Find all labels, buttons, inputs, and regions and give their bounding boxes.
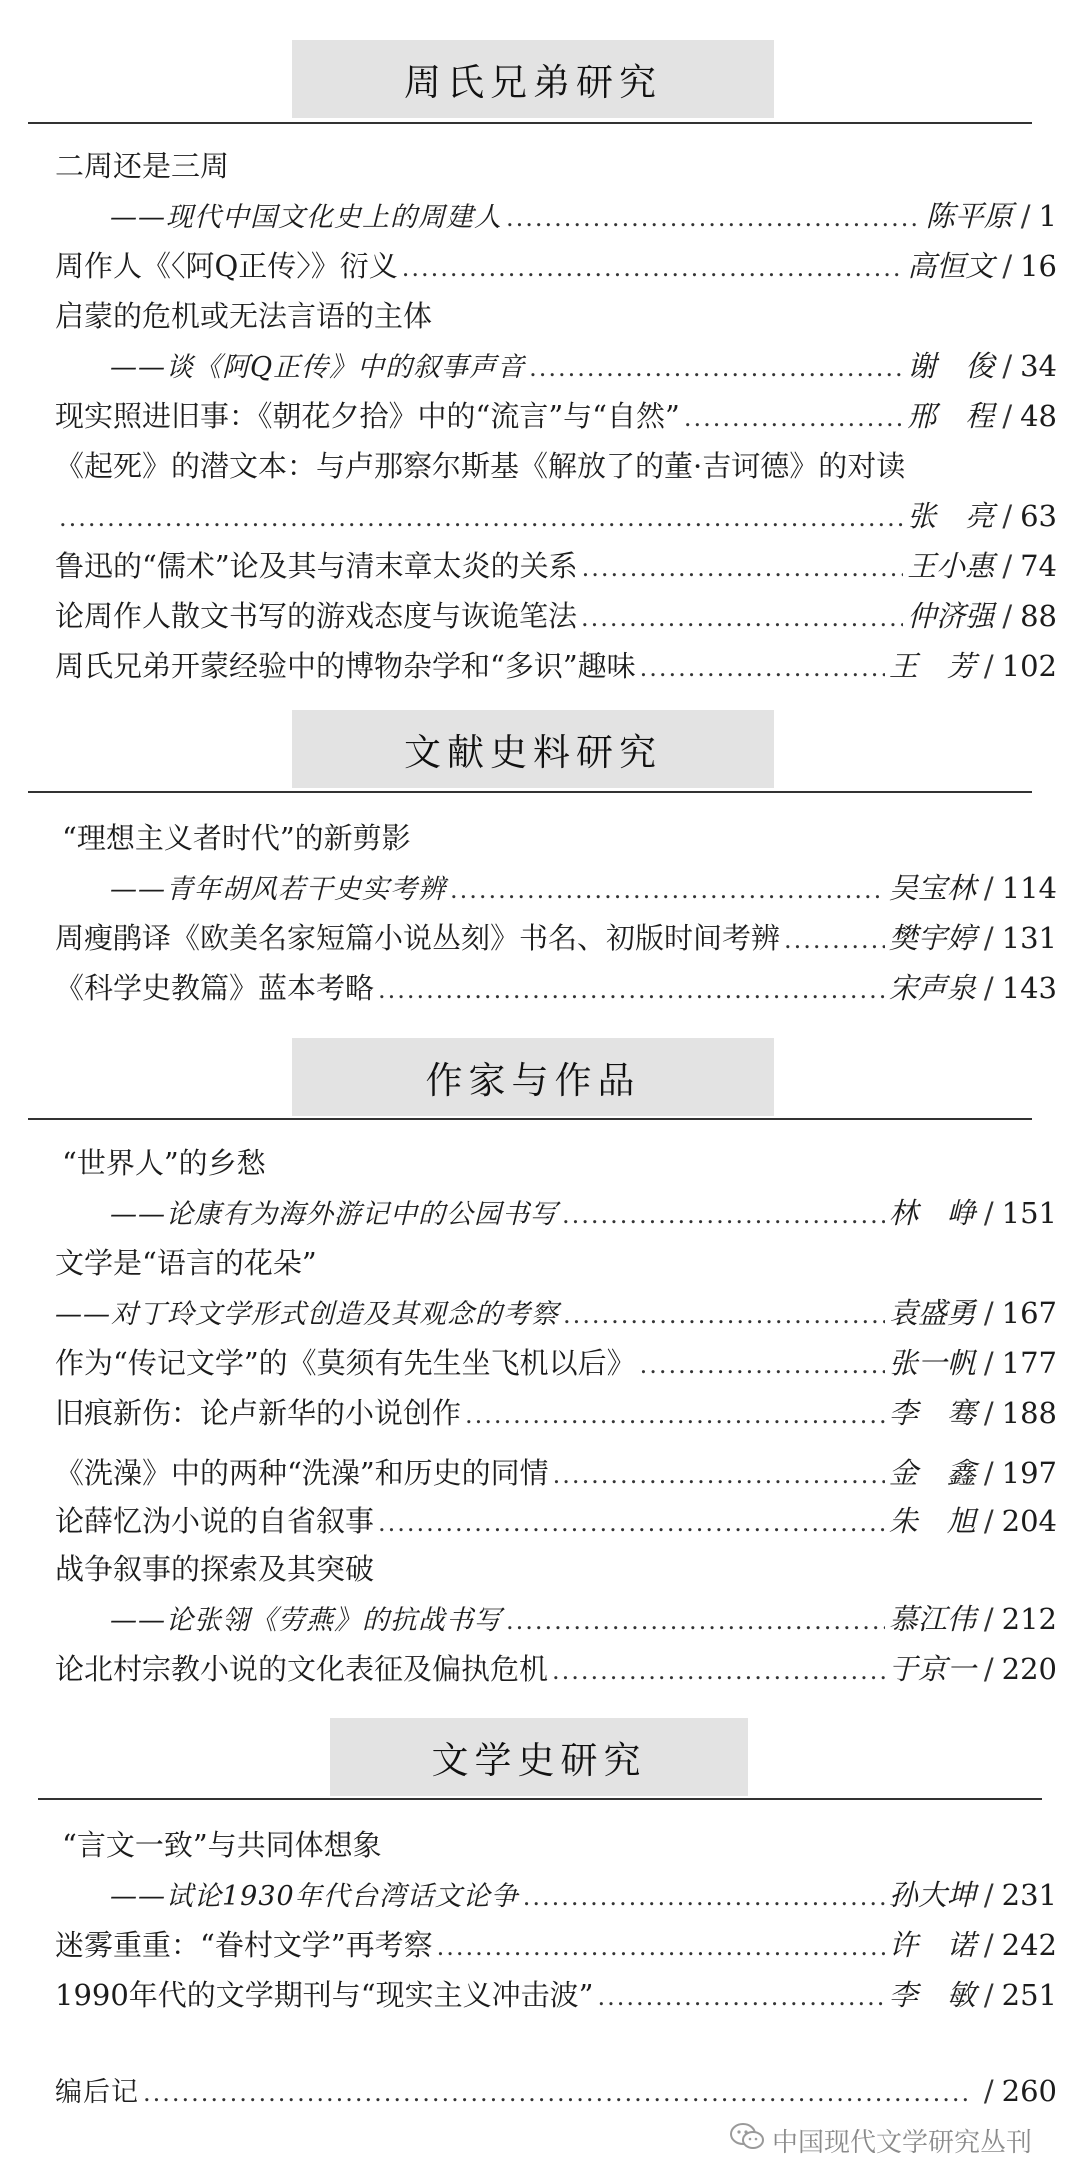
slash-separator: / (983, 921, 994, 955)
toc-entry[interactable] (55, 1972, 1057, 2018)
toc-entry-title: ——论康有为海外游记中的公园书写 (110, 1199, 558, 1230)
toc-entry-page: 167 (1001, 1296, 1057, 1330)
toc-entry[interactable] (110, 1190, 1057, 1236)
dot-leader (597, 1974, 884, 2020)
slash-separator: / (1002, 499, 1013, 533)
toc-entry-author: 王 芳 (888, 649, 976, 683)
toc-entry-page: 212 (1001, 1602, 1057, 1636)
toc-entry-author: 樊宇婷 (888, 921, 976, 955)
toc-entry-author: 陈平原 (925, 199, 1013, 233)
dot-leader (552, 1648, 885, 1694)
toc-entry[interactable] (110, 1872, 1057, 1918)
toc-entry-author: 张一帆 (888, 1346, 976, 1380)
toc-entry[interactable] (55, 1290, 1057, 1336)
slash-separator: / (983, 1456, 994, 1490)
watermark-text: 中国现代文学研究丛刊 (772, 2127, 1033, 2158)
dot-leader (378, 967, 885, 1013)
toc-entry[interactable] (55, 1646, 1057, 1692)
toc-entry-title: “理想主义者时代”的新剪影 (62, 821, 411, 855)
toc-entry-page: 48 (1020, 399, 1057, 433)
dot-leader (143, 2070, 972, 2116)
slash-separator: / (983, 1978, 994, 2012)
slash-separator: / (983, 1652, 994, 1686)
toc-entry-title: 论周作人散文书写的游戏态度与诙诡笔法 (55, 599, 578, 633)
toc-entry-title: “言文一致”与共同体想象 (62, 1828, 382, 1862)
toc-entry-page: 88 (1020, 599, 1057, 633)
slash-separator: / (1002, 349, 1013, 383)
toc-entry-title: ——青年胡风若干史实考辨 (110, 874, 446, 905)
section-rule (28, 122, 1032, 124)
toc-entry-title: 周作人《〈阿Q正传〉》衍义 (55, 249, 398, 283)
toc-entry-title: 论北村宗教小说的文化表征及偏执危机 (55, 1652, 549, 1686)
toc-entry-title: 编后记 (55, 2077, 139, 2108)
slash-separator: / (983, 871, 994, 905)
toc-entry-author: 许 诺 (888, 1928, 976, 1962)
slash-separator: / (1002, 399, 1013, 433)
toc-entry-page: 188 (1001, 1396, 1057, 1430)
toc-entry[interactable] (55, 243, 1057, 289)
dot-leader (465, 1392, 885, 1438)
slash-separator: / (983, 1602, 994, 1636)
toc-entry-author: 张 亮 (907, 499, 995, 533)
toc-entry-title: “世界人”的乡愁 (62, 1146, 266, 1180)
section-rule (28, 791, 1032, 793)
dot-leader (529, 345, 903, 391)
dot-leader (402, 245, 904, 291)
dot-leader (563, 1292, 885, 1338)
dot-leader (784, 917, 885, 963)
toc-entry-page: 74 (1020, 549, 1057, 583)
toc-entry-author: 朱 旭 (888, 1504, 976, 1538)
toc-entry[interactable] (110, 865, 1057, 911)
toc-entry-author: 慕江伟 (888, 1602, 976, 1636)
wechat-icon (730, 2122, 764, 2159)
slash-separator: / (983, 1346, 994, 1380)
toc-entry-page: 177 (1001, 1346, 1057, 1380)
slash-separator: / (1002, 249, 1013, 283)
toc-entry-title: ——谈《阿Q正传》中的叙事声音 (110, 352, 526, 383)
toc-entry-title: ——试论1930年代台湾话文论争 (110, 1881, 519, 1912)
toc-entry-author: 宋声泉 (888, 971, 976, 1005)
toc-entry-page: 1 (1038, 199, 1057, 233)
toc-entry-page: 151 (1001, 1196, 1057, 1230)
toc-entry-title: 周氏兄弟开蒙经验中的博物杂学和“多识”趣味 (55, 649, 636, 683)
toc-entry-page: 143 (1001, 971, 1057, 1005)
toc-entry[interactable] (55, 493, 1057, 539)
toc-entry[interactable] (110, 193, 1057, 239)
toc-entry-title: 《洗澡》中的两种“洗澡”和历史的同情 (55, 1456, 549, 1490)
toc-entry[interactable] (55, 1922, 1057, 1968)
toc-entry-title: 《起死》的潜文本：与卢那察尔斯基《解放了的董·吉诃德》的对读 (55, 449, 906, 483)
toc-entry-page: 131 (1001, 921, 1057, 955)
dot-leader (582, 545, 904, 591)
toc-entry-title: 启蒙的危机或无法言语的主体 (55, 299, 433, 333)
toc-entry[interactable] (55, 915, 1057, 961)
toc-entry[interactable] (110, 343, 1057, 389)
dot-leader (506, 1598, 885, 1644)
toc-entry[interactable] (55, 593, 1057, 639)
toc-entry-title: 现实照进旧事：《朝花夕拾》中的“流言”与“自然” (55, 399, 680, 433)
dot-leader (562, 1192, 885, 1238)
dot-leader (640, 645, 885, 691)
toc-entry-author: 高恒文 (907, 249, 995, 283)
dot-leader (553, 1452, 885, 1498)
slash-separator: / (983, 1928, 994, 1962)
section-header: 作家与作品 (292, 1038, 774, 1116)
toc-entry[interactable] (55, 1498, 1057, 1544)
toc-entry-page: 34 (1020, 349, 1057, 383)
toc-entry-page: 204 (1001, 1504, 1057, 1538)
toc-entry-author: 邢 程 (907, 399, 995, 433)
dot-leader (523, 1874, 885, 1920)
section-header: 文献史料研究 (292, 710, 774, 788)
slash-separator: / (1002, 599, 1013, 633)
toc-entry-title: 周瘦鹃译《欧美名家短篇小说丛刻》书名、初版时间考辨 (55, 921, 781, 955)
slash-separator: / (983, 1504, 994, 1538)
toc-entry-author: 谢 俊 (907, 349, 995, 383)
toc-entry-title: ——论张翎《劳燕》的抗战书写 (110, 1605, 502, 1636)
slash-separator: / (983, 649, 994, 683)
toc-entry-page: 114 (1001, 871, 1057, 905)
toc-entry-author: 吴宝林 (888, 871, 976, 905)
dot-leader (684, 395, 903, 441)
toc-entry-author: 孙大坤 (888, 1878, 976, 1912)
section-rule (38, 1798, 1042, 1800)
toc-entry-page: 242 (1001, 1928, 1057, 1962)
toc-entry-author: 李 骞 (888, 1396, 976, 1430)
toc-entry[interactable] (55, 393, 1057, 439)
toc-entry-title: 文学是“语言的花朵” (55, 1246, 317, 1280)
dot-leader (59, 495, 903, 541)
dot-leader (506, 195, 922, 241)
toc-entry-author: 李 敏 (888, 1978, 976, 2012)
toc-entry[interactable] (55, 1450, 1057, 1496)
toc-entry-author: 林 峥 (888, 1196, 976, 1230)
section-header: 文学史研究 (330, 1718, 748, 1796)
toc-entry-author: 王小惠 (907, 549, 995, 583)
toc-entry-title: 鲁迅的“儒术”论及其与清末章太炎的关系 (55, 549, 578, 583)
dot-leader (437, 1924, 885, 1970)
toc-entry-title: 迷雾重重：“眷村文学”再考察 (55, 1928, 433, 1962)
toc-entry-page: 251 (1001, 1978, 1057, 2012)
toc-entry[interactable] (55, 2068, 1057, 2114)
toc-entry-author: 金 鑫 (888, 1456, 976, 1490)
toc-entry[interactable] (55, 543, 1057, 589)
toc-entry-title: 1990年代的文学期刊与“现实主义冲击波” (55, 1978, 594, 2012)
toc-entry-page: 231 (1001, 1878, 1057, 1912)
toc-entry-author: 于京一 (888, 1652, 976, 1686)
slash-separator: / (983, 971, 994, 1005)
toc-entry[interactable] (55, 643, 1057, 689)
toc-entry-page: 63 (1020, 499, 1057, 533)
dot-leader (378, 1500, 885, 1546)
slash-separator: / (1002, 549, 1013, 583)
dot-leader (450, 867, 885, 913)
toc-entry-page: 16 (1020, 249, 1057, 283)
toc-entry-title: 作为“传记文学”的《莫须有先生坐飞机以后》 (55, 1346, 636, 1380)
toc-entry-title: 论薛忆沩小说的自省叙事 (55, 1504, 375, 1538)
dot-leader (640, 1342, 885, 1388)
section-header: 周氏兄弟研究 (292, 40, 774, 118)
slash-separator: / (983, 1196, 994, 1230)
watermark (730, 2120, 1032, 2160)
slash-separator: / (983, 1396, 994, 1430)
toc-entry-title: 战争叙事的探索及其突破 (55, 1552, 375, 1586)
section-rule (28, 1118, 1032, 1120)
slash-separator: / (1020, 199, 1031, 233)
toc-entry-title: 《科学史教篇》蓝本考略 (55, 971, 375, 1005)
toc-entry[interactable] (55, 1340, 1057, 1386)
slash-separator: / (983, 2074, 994, 2108)
toc-entry[interactable] (55, 965, 1057, 1011)
toc-entry-title: 旧痕新伤：论卢新华的小说创作 (55, 1396, 462, 1430)
slash-separator: / (983, 1296, 994, 1330)
toc-entry-author: 仲济强 (907, 599, 995, 633)
toc-entry-title: 二周还是三周 (55, 149, 230, 183)
toc-entry-title: ——现代中国文化史上的周建人 (110, 202, 502, 233)
toc-entry[interactable] (110, 1596, 1057, 1642)
toc-entry-title: ——对丁玲文学形式创造及其观念的考察 (55, 1299, 559, 1330)
toc-entry-page: 220 (1001, 1652, 1057, 1686)
toc-entry-page: 102 (1001, 649, 1057, 683)
slash-separator: / (983, 1878, 994, 1912)
toc-entry-author: 袁盛勇 (888, 1296, 976, 1330)
toc-entry-page: 197 (1001, 1456, 1057, 1490)
toc-entry[interactable] (55, 1390, 1057, 1436)
dot-leader (581, 595, 903, 641)
toc-entry-page: 260 (1001, 2074, 1057, 2108)
